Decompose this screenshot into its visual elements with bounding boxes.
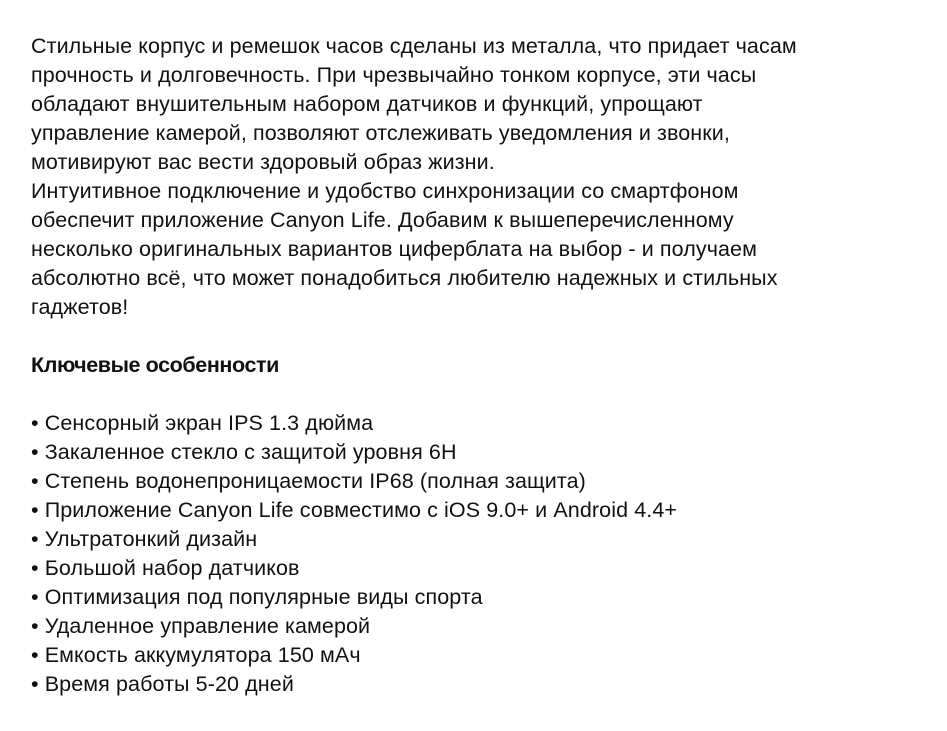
text-line: абсолютно всё, что может понадобиться любителю надежных и стильных [31, 266, 778, 290]
text-line: обладают внушительным набором датчиков и функций, упрощают [31, 92, 703, 116]
list-item: • Ультратонкий дизайн [31, 527, 258, 551]
list-item: • Емкость аккумулятора 150 мАч [31, 643, 361, 667]
text-line: мотивируют вас вести здоровый образ жизни. [31, 150, 495, 174]
features-heading: Ключевые особенности [31, 353, 279, 377]
list-item: • Степень водонепроницаемости IP68 (полная защита) [31, 469, 586, 493]
text-line: Интуитивное подключение и удобство синхронизации со смартфоном [31, 179, 739, 203]
text-line: несколько оригинальных вариантов циферблата на выбор - и получаем [31, 237, 757, 261]
features-list [31, 409, 931, 699]
text-line: гаджетов! [31, 295, 129, 319]
spacer [31, 380, 931, 409]
list-item: • Оптимизация под популярные виды спорта [31, 585, 483, 609]
list-item: • Сенсорный экран IPS 1.3 дюйма [31, 411, 374, 435]
text-line: обеспечит приложение Canyon Life. Добавим к вышеперечисленному [31, 208, 734, 232]
text-line: Стильные корпус и ремешок часов сделаны из металла, что придает часам [31, 34, 797, 58]
description-paragraph-1 [31, 32, 931, 177]
list-item: • Приложение Canyon Life совместимо с iOS 9.0+ и Android 4.4+ [31, 498, 678, 522]
list-item: • Закаленное стекло с защитой уровня 6H [31, 440, 457, 464]
list-item: • Большой набор датчиков [31, 556, 300, 580]
text-line: прочность и долговечность. При чрезвычайно тонком корпусе, эти часы [31, 63, 757, 87]
list-item: • Удаленное управление камерой [31, 614, 371, 638]
list-item: • Время работы 5-20 дней [31, 672, 294, 696]
product-description [31, 32, 931, 699]
description-paragraph-2 [31, 177, 931, 322]
text-line: управление камерой, позволяют отслеживать уведомления и звонки, [31, 121, 730, 145]
